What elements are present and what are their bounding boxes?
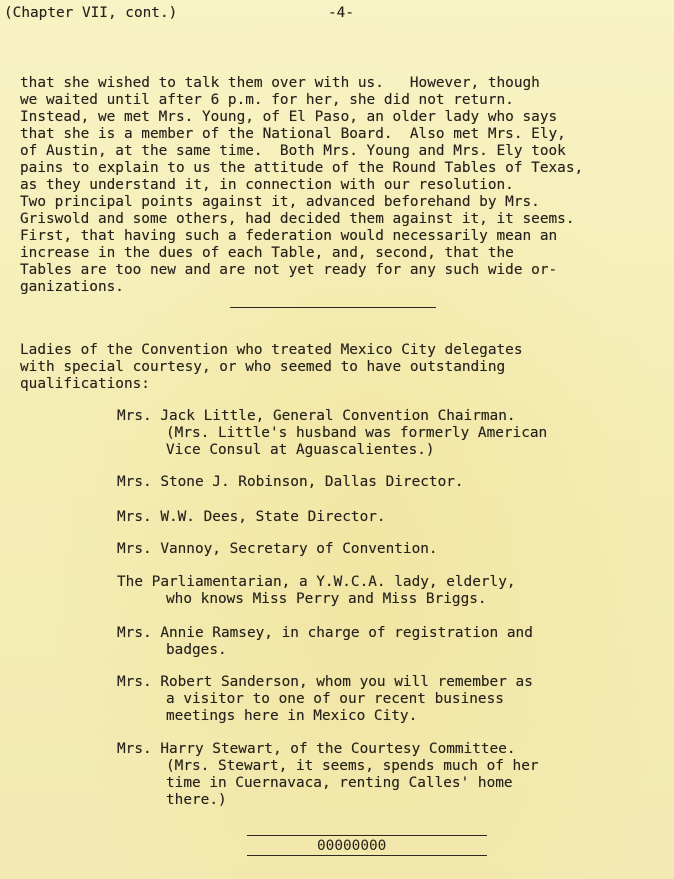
text-line: Instead, we met Mrs. Young, of El Paso, an older lady who says: [20, 109, 558, 125]
text-line: that she wished to talk them over with us. However, though: [20, 75, 540, 91]
list-item-note: (Mrs. Little's husband was formerly American: [166, 425, 548, 441]
footer-rule-bottom: [247, 855, 487, 856]
page-number: -4-: [328, 5, 354, 21]
list-item-note: who knows Miss Perry and Miss Briggs.: [166, 591, 487, 607]
text-line: Two principal points against it, advanced beforehand by Mrs.: [20, 194, 540, 210]
text-line: as they understand it, in connection with our resolution.: [20, 177, 514, 193]
list-item: Mrs. Jack Little, General Convention Chairman.: [117, 408, 516, 424]
list-item-note: time in Cuernavaca, renting Calles' home: [166, 775, 513, 791]
text-line: that she is a member of the National Board. Also met Mrs. Ely,: [20, 126, 566, 142]
section-divider: [230, 307, 436, 308]
chapter-heading: (Chapter VII, cont.): [4, 5, 178, 21]
text-line: Tables are too new and are not yet ready for any such wide or-: [20, 262, 558, 278]
text-line: of Austin, at the same time. Both Mrs. Young and Mrs. Ely took: [20, 143, 566, 159]
footer-rule-top: [247, 835, 487, 836]
list-item: Mrs. Stone J. Robinson, Dallas Director.: [117, 474, 464, 490]
text-line: Ladies of the Convention who treated Mexico City delegates: [20, 342, 523, 358]
list-item-note: meetings here in Mexico City.: [166, 708, 418, 724]
text-line: pains to explain to us the attitude of the Round Tables of Texas,: [20, 160, 584, 176]
list-item-note: there.): [166, 792, 227, 808]
list-item: Mrs. Vannoy, Secretary of Convention.: [117, 541, 438, 557]
text-line: we waited until after 6 p.m. for her, she did not return.: [20, 92, 514, 108]
end-mark: 00000000: [317, 838, 387, 854]
text-line: ganizations.: [20, 279, 124, 295]
text-line: increase in the dues of each Table, and, second, that the: [20, 245, 514, 261]
list-item-note: (Mrs. Stewart, it seems, spends much of her: [166, 758, 539, 774]
list-item: The Parliamentarian, a Y.W.C.A. lady, elderly,: [117, 574, 516, 590]
text-line: with special courtesy, or who seemed to have outstanding: [20, 359, 506, 375]
list-item: Mrs. Annie Ramsey, in charge of registration and: [117, 625, 533, 641]
list-item-note: badges.: [166, 642, 227, 658]
text-line: qualifications:: [20, 376, 150, 392]
list-item-note: a visitor to one of our recent business: [166, 691, 504, 707]
list-item: Mrs. W.W. Dees, State Director.: [117, 509, 386, 525]
text-line: Griswold and some others, had decided them against it, it seems.: [20, 211, 575, 227]
list-item-note: Vice Consul at Aguascalientes.): [166, 442, 435, 458]
list-item: Mrs. Harry Stewart, of the Courtesy Committee.: [117, 741, 516, 757]
text-line: First, that having such a federation would necessarily mean an: [20, 228, 558, 244]
list-item: Mrs. Robert Sanderson, whom you will remember as: [117, 674, 533, 690]
